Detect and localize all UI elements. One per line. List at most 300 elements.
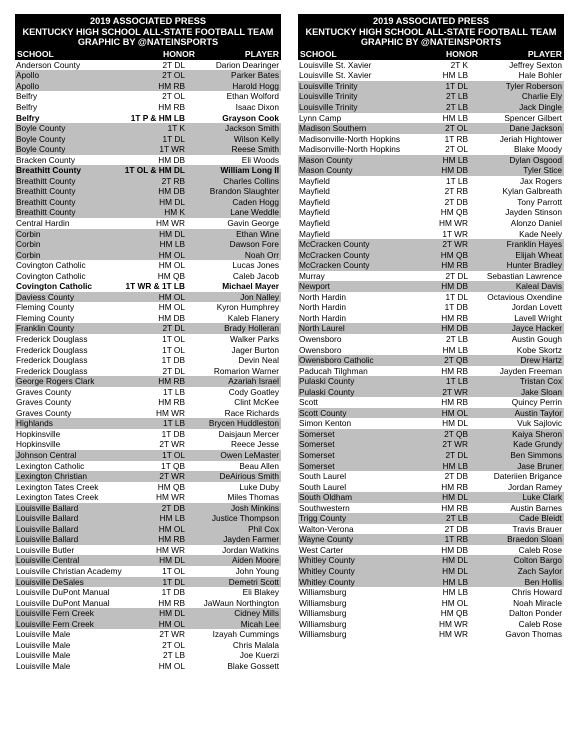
player-cell: Michael Mayer bbox=[222, 281, 279, 292]
table-row bbox=[298, 113, 564, 124]
honor-cell: 2T OL bbox=[445, 144, 468, 155]
title-line-3: GRAPHIC BY @NATEINSPORTS bbox=[77, 37, 219, 48]
table-row bbox=[15, 534, 281, 545]
honor-cell: HM QB bbox=[440, 249, 468, 260]
table-row bbox=[298, 345, 564, 356]
table-row bbox=[15, 418, 281, 429]
school-cell: Mayfield bbox=[299, 196, 330, 207]
school-cell: Owensboro bbox=[299, 334, 342, 344]
honor-cell: HM OL bbox=[158, 660, 185, 671]
honor-cell: HM QB bbox=[440, 207, 468, 218]
table-row bbox=[298, 70, 564, 81]
table-row bbox=[15, 397, 281, 408]
player-cell: Caleb Rose bbox=[518, 618, 562, 629]
school-cell: Louisville Ballard bbox=[16, 534, 79, 545]
player-cell: Jayden Freeman bbox=[499, 365, 562, 376]
table-row bbox=[298, 155, 564, 166]
honor-cell: HM OL bbox=[158, 302, 185, 313]
player-cell: Blake Moody bbox=[514, 144, 562, 155]
table-row bbox=[15, 566, 281, 577]
table-row bbox=[15, 229, 281, 240]
honor-cell: HM WR bbox=[438, 217, 468, 228]
school-cell: Corbin bbox=[16, 228, 41, 239]
table-row bbox=[15, 91, 281, 102]
school-cell: Somerset bbox=[299, 439, 335, 450]
school-cell: Pulaski County bbox=[299, 376, 355, 387]
school-cell: Corbin bbox=[16, 239, 41, 250]
player-cell: Tyler Stice bbox=[523, 165, 562, 176]
player-cell: Jordan Ramey bbox=[508, 481, 562, 492]
honor-cell: HM OL bbox=[158, 260, 185, 271]
school-cell: Paducah Tilghman bbox=[299, 365, 368, 376]
honor-cell: HM K bbox=[164, 207, 185, 218]
right-rows bbox=[298, 60, 564, 640]
honor-cell: 1T K bbox=[167, 123, 185, 134]
honor-cell: HM DB bbox=[158, 186, 185, 197]
honor-cell: 1T QB bbox=[161, 460, 185, 471]
table-row bbox=[298, 292, 564, 303]
school-cell: McCracken County bbox=[299, 239, 370, 250]
honor-cell: 2T DL bbox=[445, 450, 468, 461]
player-cell: Kade Grundy bbox=[513, 439, 562, 450]
player-cell: JaWaun Northington bbox=[203, 597, 279, 608]
player-cell: Colton Bargo bbox=[513, 555, 562, 566]
table-row bbox=[298, 524, 564, 535]
school-cell: Fleming County bbox=[16, 312, 75, 323]
player-cell: Phil Cox bbox=[248, 523, 279, 534]
school-cell: Johnson Central bbox=[16, 450, 77, 461]
honor-cell: HM DB bbox=[441, 165, 468, 176]
player-cell: Charles Collins bbox=[223, 175, 279, 186]
honor-cell: 2T WR bbox=[442, 386, 468, 397]
table-row bbox=[298, 450, 564, 461]
table-row bbox=[15, 292, 281, 303]
honor-cell: HM RB bbox=[441, 365, 468, 376]
table-row bbox=[15, 186, 281, 197]
table-row bbox=[298, 81, 564, 92]
player-cell: Kyron Humphrey bbox=[216, 302, 279, 313]
honor-cell: HM QB bbox=[157, 270, 185, 281]
table-row bbox=[298, 102, 564, 113]
table-row bbox=[298, 186, 564, 197]
table-row bbox=[15, 81, 281, 92]
honor-cell: 2T WR bbox=[159, 471, 185, 482]
school-cell: Mason County bbox=[299, 165, 353, 176]
honor-cell: HM LB bbox=[442, 344, 468, 355]
table-row bbox=[15, 260, 281, 271]
honor-cell: HM OL bbox=[441, 597, 468, 608]
player-cell: Cidney Mills bbox=[234, 608, 279, 619]
honor-cell: HM WR bbox=[155, 492, 185, 503]
school-cell: North Hardin bbox=[299, 312, 347, 323]
school-cell: Louisville DuPont Manual bbox=[16, 597, 110, 608]
player-cell: Jayden Stinson bbox=[505, 207, 562, 218]
player-cell: John Young bbox=[235, 566, 279, 577]
player-cell: Tyler Roberson bbox=[505, 80, 562, 91]
honor-cell: HM DL bbox=[159, 555, 185, 566]
school-cell: Louisville St. Xavier bbox=[299, 70, 372, 81]
school-cell: Hopkinsville bbox=[16, 439, 61, 450]
honor-cell: 2T WR bbox=[442, 239, 468, 250]
table-row bbox=[15, 197, 281, 208]
school-cell: Owensboro Catholic bbox=[299, 355, 374, 366]
table-row bbox=[298, 587, 564, 598]
table-row bbox=[15, 313, 281, 324]
honor-cell: 2T DL bbox=[162, 365, 185, 376]
table-row bbox=[15, 281, 281, 292]
school-cell: Belfry bbox=[16, 101, 38, 112]
honor-cell: HM LB bbox=[442, 576, 468, 587]
title-line-1: 2019 ASSOCIATED PRESS bbox=[90, 16, 206, 26]
school-cell: Louisville Male bbox=[16, 660, 71, 671]
table-row bbox=[15, 650, 281, 661]
player-cell: Franklin Hayes bbox=[506, 239, 562, 250]
honor-cell: 2T DB bbox=[444, 471, 468, 482]
table-row bbox=[298, 461, 564, 472]
honor-cell: HM WR bbox=[438, 629, 468, 640]
honor-cell: HM DL bbox=[442, 555, 468, 566]
school-cell: Anderson County bbox=[16, 59, 81, 70]
table-row bbox=[298, 250, 564, 261]
school-cell: Louisville DuPont Manual bbox=[16, 587, 110, 598]
player-cell: Sebastian Lawrence bbox=[486, 270, 562, 281]
player-cell: Brycen Huddleston bbox=[208, 418, 279, 429]
honor-cell: 2T DL bbox=[162, 59, 185, 70]
honor-cell: 1T DL bbox=[445, 80, 468, 91]
honor-cell: HM DB bbox=[441, 281, 468, 292]
player-cell: Parker Bates bbox=[231, 70, 279, 81]
table-row bbox=[298, 513, 564, 524]
player-cell: Daisjaun Mercer bbox=[218, 428, 279, 439]
table-row bbox=[15, 513, 281, 524]
school-column-header: SCHOOL bbox=[300, 48, 337, 59]
school-cell: Owensboro bbox=[299, 344, 342, 355]
player-cell: Tristan Cox bbox=[519, 376, 562, 387]
honor-cell: 1T WR & 1T LB bbox=[125, 281, 185, 292]
school-cell: Mayfield bbox=[299, 207, 330, 218]
table-row bbox=[298, 492, 564, 503]
table-row bbox=[15, 165, 281, 176]
player-cell: Lucas Jones bbox=[232, 260, 279, 271]
table-row bbox=[298, 207, 564, 218]
player-cell: Luke Duby bbox=[239, 481, 279, 492]
player-cell: Jayce Hacker bbox=[511, 323, 562, 334]
table-row bbox=[298, 176, 564, 187]
table-row bbox=[15, 503, 281, 514]
honor-cell: 1T OL & HM DL bbox=[124, 165, 185, 176]
table-row bbox=[298, 366, 564, 377]
school-cell: Corbin bbox=[16, 249, 41, 260]
honor-cell: 1T WR bbox=[159, 144, 185, 155]
table-row bbox=[298, 134, 564, 145]
school-cell: Louisville Male bbox=[16, 650, 71, 661]
player-cell: Micah Lee bbox=[240, 618, 279, 629]
table-row bbox=[15, 640, 281, 651]
table-row bbox=[298, 629, 564, 640]
player-cell: Gavin George bbox=[227, 217, 279, 228]
honor-cell: 1T DB bbox=[161, 428, 185, 439]
player-cell: Hale Bohler bbox=[518, 70, 562, 81]
school-cell: Louisville Trinity bbox=[299, 101, 358, 112]
table-row bbox=[15, 439, 281, 450]
table-row bbox=[298, 555, 564, 566]
player-cell: Kaiya Sheron bbox=[512, 428, 562, 439]
school-cell: Mason County bbox=[299, 154, 353, 165]
school-cell: Breathitt County bbox=[16, 175, 76, 186]
player-cell: Justice Thompson bbox=[211, 513, 279, 524]
table-row bbox=[15, 176, 281, 187]
honor-cell: HM WR bbox=[438, 618, 468, 629]
honor-cell: 1T DB bbox=[444, 302, 468, 313]
player-cell: Romarion Warner bbox=[213, 365, 279, 376]
player-cell: Spencer Gilbert bbox=[504, 112, 562, 123]
table-row bbox=[15, 155, 281, 166]
table-row bbox=[15, 250, 281, 261]
table-row bbox=[15, 302, 281, 313]
school-cell: South Oldham bbox=[299, 492, 353, 503]
honor-cell: HM DL bbox=[442, 566, 468, 577]
player-cell: Elijah Wheat bbox=[515, 249, 562, 260]
honor-cell: HM RB bbox=[441, 502, 468, 513]
player-column-header: PLAYER bbox=[527, 48, 562, 59]
table-row bbox=[15, 123, 281, 134]
player-cell: Kobe Skortz bbox=[516, 344, 562, 355]
school-cell: Covington Catholic bbox=[16, 270, 86, 281]
school-cell: Lexington Christian bbox=[16, 471, 88, 482]
honor-cell: HM LB bbox=[442, 460, 468, 471]
school-cell: Williamsburg bbox=[299, 597, 347, 608]
table-row bbox=[298, 566, 564, 577]
player-cell: Walker Parks bbox=[229, 334, 279, 344]
table-row bbox=[298, 123, 564, 134]
player-cell: Dane Jackson bbox=[509, 123, 562, 134]
player-cell: Dawson Fore bbox=[229, 239, 279, 250]
table-row bbox=[15, 113, 281, 124]
table-row bbox=[298, 439, 564, 450]
table-row bbox=[15, 524, 281, 535]
table-row bbox=[15, 345, 281, 356]
school-cell: Louisville DeSales bbox=[16, 576, 84, 587]
player-cell: Wilson Kelly bbox=[233, 133, 279, 144]
honor-cell: HM DB bbox=[441, 323, 468, 334]
player-cell: Demetri Scott bbox=[228, 576, 279, 587]
honor-cell: 2T RB bbox=[444, 186, 468, 197]
player-cell: Zach Saylor bbox=[517, 566, 562, 577]
honor-cell: 2T LB bbox=[163, 650, 185, 661]
table-row bbox=[15, 134, 281, 145]
player-cell: Jon Nalley bbox=[240, 291, 279, 302]
player-cell: Cade Bleidt bbox=[519, 513, 562, 524]
honor-cell: 2T LB bbox=[446, 101, 468, 112]
table-row bbox=[298, 408, 564, 419]
honor-cell: HM RB bbox=[158, 597, 185, 608]
school-cell: Hopkinsville bbox=[16, 428, 61, 439]
school-cell: Graves County bbox=[16, 397, 72, 408]
player-column-header: PLAYER bbox=[244, 48, 279, 59]
title-line-2: KENTUCKY HIGH SCHOOL ALL-STATE FOOTBALL TEAM bbox=[22, 26, 274, 37]
honor-cell: HM DL bbox=[442, 492, 468, 503]
school-cell: Breathitt County bbox=[16, 165, 81, 176]
player-cell: Alonzo Daniel bbox=[510, 217, 562, 228]
left-roster-panel bbox=[15, 14, 281, 672]
player-cell: Azariah Israel bbox=[228, 376, 279, 387]
school-cell: Scott County bbox=[299, 407, 347, 418]
honor-cell: HM DL bbox=[159, 196, 185, 207]
player-cell: Darion Dearinger bbox=[215, 59, 279, 70]
player-cell: Reese Smith bbox=[231, 144, 279, 155]
table-row bbox=[298, 239, 564, 250]
school-cell: Somerset bbox=[299, 450, 335, 461]
honor-cell: 1T LB bbox=[446, 376, 468, 387]
honor-cell: HM DB bbox=[158, 312, 185, 323]
honor-cell: HM RB bbox=[158, 397, 185, 408]
school-cell: Pulaski County bbox=[299, 386, 355, 397]
school-cell: Whitley County bbox=[299, 566, 355, 577]
school-cell: Franklin County bbox=[16, 323, 75, 334]
table-row bbox=[15, 471, 281, 482]
honor-cell: 1T DL bbox=[445, 291, 468, 302]
player-cell: Jackson Smith bbox=[225, 123, 279, 134]
table-row bbox=[298, 355, 564, 366]
school-cell: Graves County bbox=[16, 386, 72, 397]
player-cell: Ben Hollis bbox=[524, 576, 562, 587]
table-row bbox=[15, 492, 281, 503]
honor-cell: 2T QB bbox=[444, 428, 468, 439]
player-cell: Jordan Watkins bbox=[222, 544, 279, 555]
school-cell: Scott bbox=[299, 397, 318, 408]
player-cell: Caleb Rose bbox=[518, 544, 562, 555]
player-cell: Octavious Oxendine bbox=[487, 291, 562, 302]
table-row bbox=[298, 376, 564, 387]
player-cell: Joe Kuerzi bbox=[239, 650, 279, 661]
school-cell: South Laurel bbox=[299, 481, 347, 492]
table-row bbox=[298, 144, 564, 155]
player-cell: Dalton Ponder bbox=[508, 608, 562, 619]
school-cell: McCracken County bbox=[299, 249, 370, 260]
honor-cell: 2T DB bbox=[444, 523, 468, 534]
honor-cell: HM WR bbox=[155, 407, 185, 418]
title-line-3: GRAPHIC BY @NATEINSPORTS bbox=[360, 37, 502, 48]
player-cell: Beau Allen bbox=[239, 460, 279, 471]
school-cell: Frederick Douglass bbox=[16, 334, 88, 344]
table-row bbox=[298, 165, 564, 176]
title-line-2: KENTUCKY HIGH SCHOOL ALL-STATE FOOTBALL TEAM bbox=[305, 26, 557, 37]
player-cell: Eli Blakey bbox=[242, 587, 279, 598]
school-cell: Williamsburg bbox=[299, 629, 347, 640]
table-row bbox=[298, 534, 564, 545]
player-cell: Kaleal Davis bbox=[515, 281, 562, 292]
player-cell: Izayah Cummings bbox=[212, 629, 279, 640]
player-cell: Austin Taylor bbox=[514, 407, 562, 418]
school-cell: Madisonville-North Hopkins bbox=[299, 133, 400, 144]
honor-cell: HM OL bbox=[158, 249, 185, 260]
table-row bbox=[15, 239, 281, 250]
school-cell: Highlands bbox=[16, 418, 53, 429]
player-cell: William Long II bbox=[220, 165, 279, 176]
player-cell: Lavell Wright bbox=[514, 312, 562, 323]
honor-cell: HM DL bbox=[159, 608, 185, 619]
school-cell: Apollo bbox=[16, 80, 40, 91]
player-cell: Race Richards bbox=[224, 407, 279, 418]
honor-cell: 2T WR bbox=[442, 439, 468, 450]
player-cell: Jake Sloan bbox=[520, 386, 562, 397]
player-cell: Isaac Dixon bbox=[235, 101, 279, 112]
honor-cell: HM OL bbox=[158, 523, 185, 534]
table-row bbox=[298, 471, 564, 482]
table-row bbox=[15, 577, 281, 588]
honor-cell: 1T DL bbox=[162, 133, 185, 144]
left-rows bbox=[15, 60, 281, 672]
player-cell: Luke Clark bbox=[522, 492, 562, 503]
honor-cell: HM RB bbox=[158, 80, 185, 91]
school-cell: Somerset bbox=[299, 428, 335, 439]
school-cell: Belfry bbox=[16, 112, 40, 123]
honor-cell: HM LB bbox=[159, 513, 185, 524]
school-cell: Mayfield bbox=[299, 175, 330, 186]
table-row bbox=[298, 197, 564, 208]
honor-cell: 1T OL bbox=[162, 450, 185, 461]
honor-cell: 1T WR bbox=[442, 228, 468, 239]
school-cell: Apollo bbox=[16, 70, 40, 81]
player-cell: Ben Simmons bbox=[510, 450, 562, 461]
school-cell: North Laurel bbox=[299, 323, 345, 334]
table-row bbox=[15, 661, 281, 672]
player-cell: Brady Holleran bbox=[224, 323, 279, 334]
school-cell: Louisville Male bbox=[16, 639, 71, 650]
player-cell: Austin Gough bbox=[511, 334, 562, 344]
school-cell: West Carter bbox=[299, 544, 344, 555]
table-row bbox=[298, 545, 564, 556]
table-row bbox=[15, 102, 281, 113]
school-cell: Louisville St. Xavier bbox=[299, 59, 372, 70]
school-cell: Murray bbox=[299, 270, 325, 281]
honor-cell: 2T DB bbox=[161, 502, 185, 513]
school-cell: Lexington Tates Creek bbox=[16, 481, 99, 492]
honor-cell: 2T OL bbox=[445, 123, 468, 134]
player-cell: Jeffrey Sexton bbox=[509, 59, 562, 70]
honor-cell: HM WR bbox=[155, 217, 185, 228]
school-cell: Newport bbox=[299, 281, 330, 292]
school-cell: Breathitt County bbox=[16, 186, 76, 197]
table-row bbox=[298, 323, 564, 334]
school-cell: North Hardin bbox=[299, 291, 347, 302]
player-cell: Drew Hartz bbox=[520, 355, 562, 366]
player-cell: Jax Rogers bbox=[520, 175, 562, 186]
school-cell: Covington Catholic bbox=[16, 281, 93, 292]
player-cell: Noah Miracle bbox=[513, 597, 562, 608]
player-cell: Chris Malala bbox=[232, 639, 279, 650]
player-cell: Brandon Slaughter bbox=[209, 186, 279, 197]
honor-cell: HM RB bbox=[158, 534, 185, 545]
school-cell: Louisville Butler bbox=[16, 544, 75, 555]
table-row bbox=[15, 60, 281, 71]
table-row bbox=[298, 60, 564, 71]
honor-cell: 1T LB bbox=[163, 418, 185, 429]
player-cell: Miles Thomas bbox=[227, 492, 279, 503]
school-cell: Louisville Male bbox=[16, 629, 71, 640]
school-cell: Madison Southern bbox=[299, 123, 367, 134]
school-cell: Whitley County bbox=[299, 576, 355, 587]
school-cell: Frederick Douglass bbox=[16, 365, 88, 376]
honor-cell: 1T RB bbox=[444, 534, 468, 545]
table-row bbox=[15, 482, 281, 493]
honor-cell: 2T LB bbox=[446, 334, 468, 344]
player-cell: Jeriah Hightower bbox=[499, 133, 562, 144]
player-cell: Dateriien Brigance bbox=[493, 471, 562, 482]
player-cell: Jase Bruner bbox=[517, 460, 562, 471]
honor-cell: HM RB bbox=[441, 260, 468, 271]
school-cell: Louisville Fern Creek bbox=[16, 618, 94, 629]
